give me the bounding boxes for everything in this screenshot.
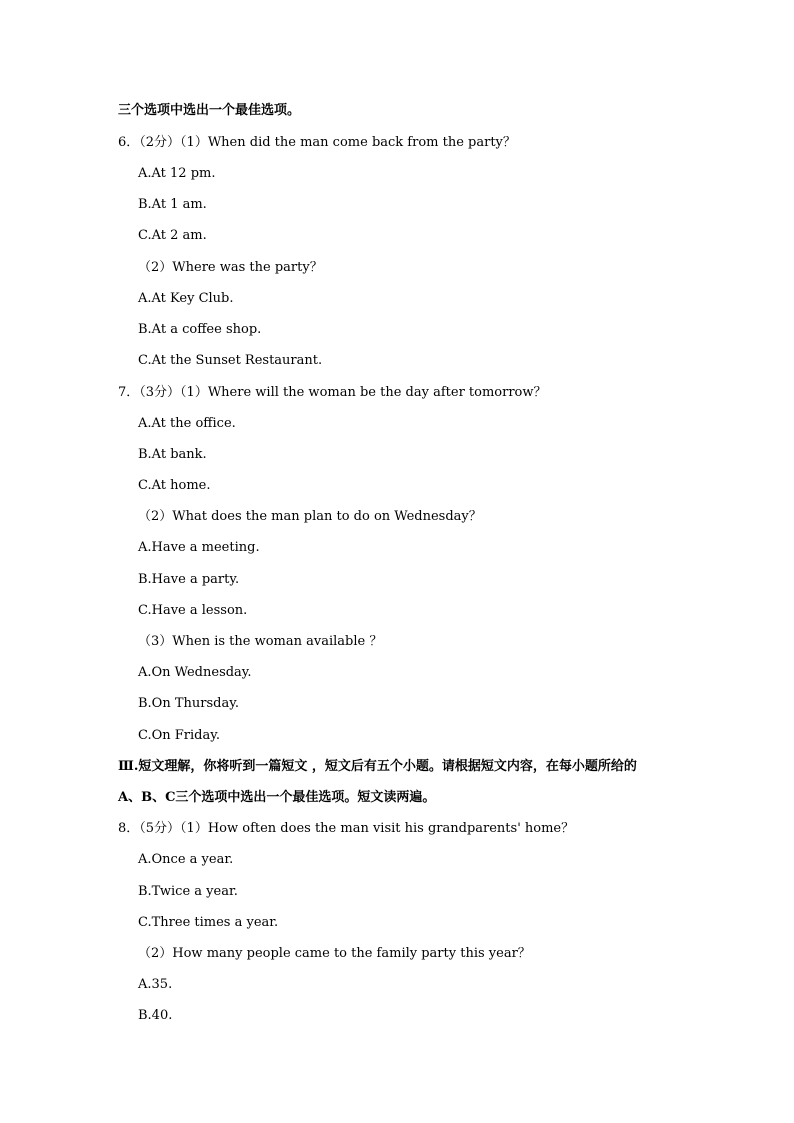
question-6-part-2: （2）Where was the party？ xyxy=(138,260,323,275)
question-7-3-option-a: A.On Wednesday. xyxy=(138,665,252,680)
question-7-2-option-a: A.Have a meeting. xyxy=(138,540,260,555)
question-7-2-option-b: B.Have a party. xyxy=(138,572,240,587)
section-3-heading: Ⅲ.短文理解，你将听到一篇短文 ，短文后有五个小题。请根据短文内容，在每小题所给的 xyxy=(118,759,637,774)
question-7-part-1: 7．（3分）（1）Where will the woman be the day after tomorrow？ xyxy=(118,385,547,400)
question-6-2-option-c: C.At the Sunset Restaurant. xyxy=(138,353,323,368)
question-8-1-option-c: C.Three times a year. xyxy=(138,915,279,930)
question-8-1-option-b: B.Twice a year. xyxy=(138,884,238,899)
question-8-part-1: 8．（5分）（1）How often does the man visit his grandparents' home？ xyxy=(118,821,575,836)
section-3-heading-continued: A、B、C三个选项中选出一个最佳选项。短文读两遍。 xyxy=(118,790,436,805)
question-6-1-option-b: B.At 1 am. xyxy=(138,197,207,212)
question-7-3-option-c: C.On Friday. xyxy=(138,728,220,743)
question-7-1-option-a: A.At the office. xyxy=(138,416,236,431)
question-7-1-option-b: B.At bank. xyxy=(138,447,207,462)
question-7-part-2: （2）What does the man plan to do on Wednesday？ xyxy=(138,509,482,524)
section-instruction-continued: 三个选项中选出一个最佳选项。 xyxy=(118,103,301,118)
question-6-1-option-c: C.At 2 am. xyxy=(138,228,207,243)
question-7-part-3: （3）When is the woman available ？ xyxy=(138,634,383,649)
question-8-2-option-b: B.40. xyxy=(138,1008,173,1023)
question-7-3-option-b: B.On Thursday. xyxy=(138,696,239,711)
question-6-2-option-a: A.At Key Club. xyxy=(138,291,234,306)
question-7-2-option-c: C.Have a lesson. xyxy=(138,603,248,618)
question-8-part-2: （2）How many people came to the family party this year？ xyxy=(138,946,531,961)
question-6-2-option-b: B.At a coffee shop. xyxy=(138,322,262,337)
question-6-1-option-a: A.At 12 pm. xyxy=(138,166,216,181)
question-8-2-option-a: A.35. xyxy=(138,977,173,992)
question-7-1-option-c: C.At home. xyxy=(138,478,211,493)
question-8-1-option-a: A.Once a year. xyxy=(138,852,234,867)
question-6-part-1: 6．（2分）（1）When did the man come back from the party？ xyxy=(118,135,516,150)
